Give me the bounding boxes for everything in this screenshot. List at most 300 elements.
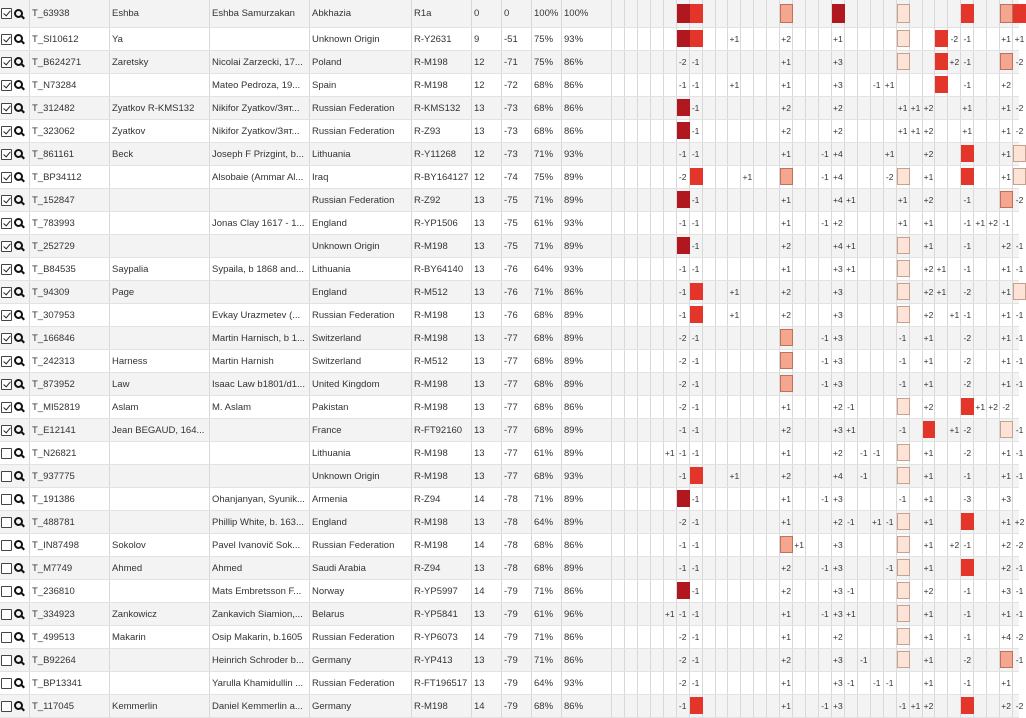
marker-diff-cell: +1 <box>923 212 936 234</box>
checkbox-icon[interactable] <box>1 356 12 367</box>
marker-diff-cell <box>716 557 729 579</box>
marker-diff-cell <box>651 442 664 464</box>
country-cell: Belarus <box>310 603 412 625</box>
marker-diff-cell <box>948 281 961 303</box>
checkbox-icon[interactable] <box>1 287 12 298</box>
marker-diff-cell <box>910 649 923 671</box>
marker-diff-cell: +1 <box>780 396 793 418</box>
surname-cell: Harness <box>110 350 210 372</box>
checkbox-icon[interactable] <box>1 103 12 114</box>
marker-diff-cell <box>987 442 1000 464</box>
marker-diff-cell <box>845 212 858 234</box>
marker-diff-cell <box>703 626 716 648</box>
kit-id-cell: T_MI52819 <box>30 396 110 418</box>
marker-diff-cell: +2 <box>780 649 793 671</box>
marker-diff-cell <box>664 626 677 648</box>
marker-diff-cell <box>845 166 858 188</box>
checkbox-icon[interactable] <box>1 34 12 45</box>
marker-diff-cell: +3 <box>832 534 845 556</box>
magnifier-icon[interactable] <box>13 470 25 482</box>
marker-diff-cell <box>625 304 638 326</box>
marker-diff-cell <box>703 143 716 165</box>
marker-highlight <box>897 513 910 530</box>
haplogroup-cell: R-YP5841 <box>412 603 472 625</box>
marker-diff-cell: +1 <box>923 235 936 257</box>
marker-diff-cell: -2 <box>677 373 690 395</box>
marker-diff-cell <box>1000 189 1013 211</box>
marker-diff-cell <box>638 212 651 234</box>
checkbox-icon[interactable] <box>1 149 12 160</box>
marker-diff-cell <box>612 0 625 27</box>
marker-diff-cell: -1 <box>871 672 884 694</box>
checkbox-icon[interactable] <box>1 701 12 712</box>
marker-diff-cell: -2 <box>677 51 690 73</box>
marker-diff-cell <box>987 649 1000 671</box>
surname-cell <box>110 488 210 510</box>
markers-cell: 12 <box>472 166 502 188</box>
marker-diff-cell <box>845 442 858 464</box>
marker-diff-cell: +2 <box>923 304 936 326</box>
marker-diff-cell <box>754 672 767 694</box>
marker-diff-cell <box>935 373 948 395</box>
distance-cell: -79 <box>502 603 532 625</box>
country-cell: Armenia <box>310 488 412 510</box>
marker-diff-cell: -1 <box>819 212 832 234</box>
checkbox-icon[interactable] <box>1 448 12 459</box>
marker-diff-cell <box>703 534 716 556</box>
markers-cell: 13 <box>472 304 502 326</box>
marker-diff-cell <box>845 28 858 50</box>
checkbox-icon[interactable] <box>1 379 12 390</box>
match-percent-2-cell: 86% <box>562 51 612 73</box>
marker-diff-cell <box>664 143 677 165</box>
checkbox-icon[interactable] <box>1 471 12 482</box>
marker-diff-cell <box>793 97 806 119</box>
marker-diff-cell <box>845 488 858 510</box>
marker-diff-cell <box>819 74 832 96</box>
marker-diff-cell <box>987 695 1000 717</box>
marker-diff-cell <box>690 281 703 303</box>
marker-diff-cell <box>987 258 1000 280</box>
marker-diff-cell <box>923 0 936 27</box>
ancestor-cell: Heinrich Schroder b... <box>210 649 310 671</box>
magnifier-icon[interactable] <box>13 148 25 160</box>
kit-id-cell: T_N26821 <box>30 442 110 464</box>
magnifier-icon[interactable] <box>13 8 25 20</box>
checkbox-icon[interactable] <box>1 264 12 275</box>
match-percent-2-cell: 89% <box>562 166 612 188</box>
magnifier-icon[interactable] <box>13 608 25 620</box>
marker-diff-cell <box>1013 488 1026 510</box>
checkbox-icon[interactable] <box>1 540 12 551</box>
marker-diff-cell <box>845 120 858 142</box>
match-percent-cell: 68% <box>532 465 562 487</box>
marker-diff-cell <box>767 235 780 257</box>
magnifier-icon[interactable] <box>13 631 25 643</box>
magnifier-icon[interactable] <box>13 263 25 275</box>
surname-cell: Kemmerlin <box>110 695 210 717</box>
marker-diff-cell <box>612 281 625 303</box>
marker-diff-cell <box>948 557 961 579</box>
marker-diff-cell: +2 <box>1000 235 1013 257</box>
marker-diff-cell <box>716 511 729 533</box>
marker-diff-cell <box>910 143 923 165</box>
marker-diff-cell <box>703 327 716 349</box>
marker-diff-cell: +3 <box>832 281 845 303</box>
magnifier-icon[interactable] <box>13 562 25 574</box>
row-controls <box>0 396 30 418</box>
ancestor-cell <box>210 235 310 257</box>
surname-cell: Saypalia <box>110 258 210 280</box>
marker-diff-cell <box>767 695 780 717</box>
checkbox-icon[interactable] <box>1 241 12 252</box>
marker-diff-cell: +2 <box>832 120 845 142</box>
magnifier-icon[interactable] <box>13 102 25 114</box>
marker-diff-cell: +1 <box>923 350 936 372</box>
marker-diff-cell: -2 <box>1015 632 1024 642</box>
marker-diff-cell <box>664 649 677 671</box>
marker-diff-cell <box>612 97 625 119</box>
marker-diff-cell <box>612 304 625 326</box>
marker-diff-cell <box>806 74 819 96</box>
magnifier-icon[interactable] <box>13 447 25 459</box>
marker-diff-cell <box>754 649 767 671</box>
magnifier-icon[interactable] <box>13 378 25 390</box>
marker-diff-cell: -1 <box>677 442 690 464</box>
marker-diff-cell <box>974 166 987 188</box>
checkbox-icon[interactable] <box>1 195 12 206</box>
magnifier-icon[interactable] <box>13 33 25 45</box>
marker-highlight <box>1013 283 1026 300</box>
marker-diff-cell <box>638 97 651 119</box>
haplogroup-cell: R-KMS132 <box>412 97 472 119</box>
marker-diff-cell: +1 <box>780 258 793 280</box>
marker-diff-cell: +1 <box>961 120 974 142</box>
marker-diff-cell <box>910 189 923 211</box>
checkbox-icon[interactable] <box>1 586 12 597</box>
marker-diff-cell <box>961 695 974 717</box>
marker-diff-cell <box>638 626 651 648</box>
marker-diff-cell: -1 <box>677 304 690 326</box>
distance-cell: -76 <box>502 281 532 303</box>
marker-diff-cell: +1 <box>910 120 923 142</box>
marker-diff-cell: +1 <box>1000 350 1013 372</box>
checkbox-icon[interactable] <box>1 655 12 666</box>
checkbox-icon[interactable] <box>1 563 12 574</box>
marker-diff-cell <box>716 695 729 717</box>
marker-diff-cell <box>858 143 871 165</box>
marker-diff-cell: +2 <box>832 511 845 533</box>
marker-diff-cell <box>793 488 806 510</box>
marker-diff-cell <box>651 580 664 602</box>
marker-diff-cell <box>884 304 897 326</box>
haplogroup-cell: R-Z94 <box>412 488 472 510</box>
magnifier-icon[interactable] <box>13 700 25 712</box>
marker-diff-cell <box>858 580 871 602</box>
marker-diff-cell: -1 <box>690 511 703 533</box>
marker-diff-cell <box>871 304 884 326</box>
magnifier-icon[interactable] <box>13 79 25 91</box>
country-cell: Russian Federation <box>310 189 412 211</box>
country-cell: Lithuania <box>310 442 412 464</box>
country-cell: Unknown Origin <box>310 28 412 50</box>
match-percent-cell: 75% <box>532 166 562 188</box>
magnifier-icon[interactable] <box>13 677 25 689</box>
marker-diff-cell: -1 <box>961 603 974 625</box>
surname-cell <box>110 74 210 96</box>
marker-diff-cell <box>638 511 651 533</box>
checkbox-icon[interactable] <box>1 678 12 689</box>
marker-diff-cell: -2 <box>961 327 974 349</box>
marker-diff-cell <box>871 603 884 625</box>
marker-diff-cell <box>935 534 948 556</box>
marker-diff-cell <box>703 396 716 418</box>
distance-cell: -77 <box>502 373 532 395</box>
marker-diff-cell: +1 <box>845 235 858 257</box>
marker-diff-cell <box>845 695 858 717</box>
checkbox-icon[interactable] <box>1 310 12 321</box>
marker-diff-cell <box>961 0 974 27</box>
magnifier-icon[interactable] <box>13 516 25 528</box>
marker-diff-cell <box>897 281 910 303</box>
marker-diff-cell <box>793 649 806 671</box>
magnifier-icon[interactable] <box>13 585 25 597</box>
country-cell: Russian Federation <box>310 97 412 119</box>
marker-diff-cell: +1 <box>974 396 987 418</box>
marker-diff-cell <box>754 120 767 142</box>
distance-cell: -77 <box>502 327 532 349</box>
haplogroup-cell: R-BY64140 <box>412 258 472 280</box>
marker-diff-cell <box>703 74 716 96</box>
marker-diff-cell <box>897 442 910 464</box>
marker-diff-cell <box>664 212 677 234</box>
magnifier-icon[interactable] <box>13 286 25 298</box>
marker-diff-cell: -1 <box>819 327 832 349</box>
checkbox-icon[interactable] <box>1 57 12 68</box>
magnifier-icon[interactable] <box>13 240 25 252</box>
marker-diff-cell <box>935 442 948 464</box>
magnifier-icon[interactable] <box>13 194 25 206</box>
checkbox-icon[interactable] <box>1 494 12 505</box>
match-percent-2-cell: 89% <box>562 189 612 211</box>
marker-diff-cell <box>948 97 961 119</box>
marker-diff-cell: -2 <box>961 350 974 372</box>
marker-diff-cell <box>728 120 741 142</box>
marker-diff-cell: -1 <box>819 166 832 188</box>
marker-diff-cell <box>871 465 884 487</box>
marker-diff-cell: +1 <box>923 626 936 648</box>
kit-id-cell: T_BP13341 <box>30 672 110 694</box>
marker-diff-cell: +1 <box>728 28 741 50</box>
match-percent-cell: 68% <box>532 373 562 395</box>
checkbox-icon[interactable] <box>1 632 12 643</box>
markers-cell: 13 <box>472 97 502 119</box>
checkbox-icon[interactable] <box>1 425 12 436</box>
marker-diff-cell: +1 <box>1000 511 1013 533</box>
marker-diff-cell <box>664 672 677 694</box>
magnifier-icon[interactable] <box>13 424 25 436</box>
marker-diff-cell <box>845 557 858 579</box>
marker-diff-cell <box>741 442 754 464</box>
marker-highlight <box>935 53 948 70</box>
marker-diff-cell <box>703 0 716 27</box>
marker-diff-cell <box>935 626 948 648</box>
marker-diff-cell: +2 <box>780 580 793 602</box>
distance-cell: -75 <box>502 212 532 234</box>
magnifier-icon[interactable] <box>13 493 25 505</box>
marker-diff-cell: -2 <box>1015 701 1024 711</box>
ancestor-cell <box>210 442 310 464</box>
marker-diff-cell: -1 <box>845 580 858 602</box>
marker-diff-cell <box>651 166 664 188</box>
marker-diff-cell <box>664 281 677 303</box>
magnifier-icon[interactable] <box>13 125 25 137</box>
kit-id-cell: T_E12141 <box>30 419 110 441</box>
marker-diff-cell <box>767 511 780 533</box>
surname-cell: Eshba <box>110 0 210 27</box>
marker-diff-cell <box>638 258 651 280</box>
marker-diff-cell <box>716 0 729 27</box>
marker-diff-cell <box>767 396 780 418</box>
marker-diff-cell <box>884 189 897 211</box>
checkbox-icon[interactable] <box>1 609 12 620</box>
marker-diff-cell <box>728 557 741 579</box>
row-controls <box>0 28 30 50</box>
marker-diff-cell <box>664 166 677 188</box>
magnifier-icon[interactable] <box>13 171 25 183</box>
marker-diff-cell <box>961 143 974 165</box>
marker-diff-cell <box>806 373 819 395</box>
marker-diff-cell <box>793 672 806 694</box>
marker-diff-cell <box>858 373 871 395</box>
marker-diff-cell <box>625 28 638 50</box>
marker-highlight <box>1000 191 1013 208</box>
marker-diff-cell: -1 <box>677 281 690 303</box>
marker-diff-cell <box>767 626 780 648</box>
marker-diff-cell: -1 <box>1015 379 1024 389</box>
marker-diff-cell <box>884 603 897 625</box>
marker-diff-cell <box>651 0 664 27</box>
marker-diff-cell: +1 <box>1000 373 1013 395</box>
marker-diff-cell <box>767 51 780 73</box>
marker-diff-cell: +2 <box>1000 557 1013 579</box>
marker-diff-cell <box>974 488 987 510</box>
marker-diff-cell <box>858 281 871 303</box>
marker-diff-cell <box>703 350 716 372</box>
marker-diff-cell: +1 <box>884 74 897 96</box>
marker-diff-cell <box>612 442 625 464</box>
marker-diff-cell <box>935 166 948 188</box>
match-percent-2-cell: 89% <box>562 442 612 464</box>
marker-diff-cell <box>754 212 767 234</box>
magnifier-icon[interactable] <box>13 217 25 229</box>
marker-diff-cell: +1 <box>884 143 897 165</box>
magnifier-icon[interactable] <box>13 355 25 367</box>
marker-diff-cell <box>677 120 690 142</box>
marker-highlight <box>677 122 690 139</box>
marker-diff-cell <box>845 327 858 349</box>
marker-diff-cell <box>845 649 858 671</box>
marker-diff-cell: -2 <box>677 672 690 694</box>
marker-diff-cell <box>638 373 651 395</box>
marker-diff-cell <box>897 258 910 280</box>
marker-diff-cell <box>716 465 729 487</box>
row-controls <box>0 442 30 464</box>
marker-diff-cell <box>819 28 832 50</box>
table-row <box>0 534 1024 557</box>
marker-diff-cell <box>638 419 651 441</box>
magnifier-icon[interactable] <box>13 654 25 666</box>
marker-diff-cell <box>819 465 832 487</box>
marker-diff-cell: +1 <box>923 327 936 349</box>
marker-diff-cell <box>651 396 664 418</box>
marker-diff-cell <box>819 534 832 556</box>
magnifier-icon[interactable] <box>13 539 25 551</box>
marker-diff-cell: +3 <box>832 419 845 441</box>
marker-diff-cell: -1 <box>845 511 858 533</box>
marker-highlight <box>690 283 703 300</box>
checkbox-icon[interactable] <box>1 402 12 413</box>
checkbox-icon[interactable] <box>1 8 12 19</box>
country-cell: Russian Federation <box>310 534 412 556</box>
magnifier-icon[interactable] <box>13 56 25 68</box>
marker-diff-cell <box>858 0 871 27</box>
checkbox-icon[interactable] <box>1 80 12 91</box>
marker-diff-cell <box>974 442 987 464</box>
marker-diff-cell: -1 <box>677 74 690 96</box>
marker-diff-cell <box>948 350 961 372</box>
marker-diff-cell: +1 <box>780 511 793 533</box>
marker-diff-cell <box>612 51 625 73</box>
marker-diff-cell <box>819 189 832 211</box>
magnifier-icon[interactable] <box>13 401 25 413</box>
haplogroup-cell: R-M198 <box>412 511 472 533</box>
marker-diff-cell <box>664 396 677 418</box>
marker-diff-cell: +2 <box>832 97 845 119</box>
markers-cell: 13 <box>472 235 502 257</box>
checkbox-icon[interactable] <box>1 517 12 528</box>
marker-diff-cell: -1 <box>677 212 690 234</box>
marker-diff-cell: +2 <box>923 281 936 303</box>
marker-diff-cell: +1 <box>910 97 923 119</box>
marker-diff-cell <box>741 51 754 73</box>
marker-diff-cell <box>716 304 729 326</box>
marker-diff-cell <box>638 166 651 188</box>
checkbox-icon[interactable] <box>1 126 12 137</box>
marker-diff-cell <box>974 373 987 395</box>
marker-diff-cell <box>625 97 638 119</box>
ancestor-cell: Eshba Samurzakan <box>210 0 310 27</box>
magnifier-icon[interactable] <box>13 309 25 321</box>
marker-diff-cell <box>884 28 897 50</box>
checkbox-icon[interactable] <box>1 333 12 344</box>
magnifier-icon[interactable] <box>13 332 25 344</box>
marker-diff-cell <box>987 97 1000 119</box>
kit-id-cell: T_252729 <box>30 235 110 257</box>
marker-diff-cell <box>806 258 819 280</box>
marker-diff-cell <box>871 0 884 27</box>
table-row <box>0 166 1019 189</box>
marker-diff-cell: +1 <box>948 419 961 441</box>
checkbox-icon[interactable] <box>1 172 12 183</box>
marker-diff-cell <box>910 603 923 625</box>
marker-diff-cell <box>910 235 923 257</box>
marker-diff-cell <box>625 327 638 349</box>
distance-cell: -78 <box>502 488 532 510</box>
checkbox-icon[interactable] <box>1 218 12 229</box>
marker-diff-cell <box>754 189 767 211</box>
marker-diff-cell <box>1013 281 1026 303</box>
